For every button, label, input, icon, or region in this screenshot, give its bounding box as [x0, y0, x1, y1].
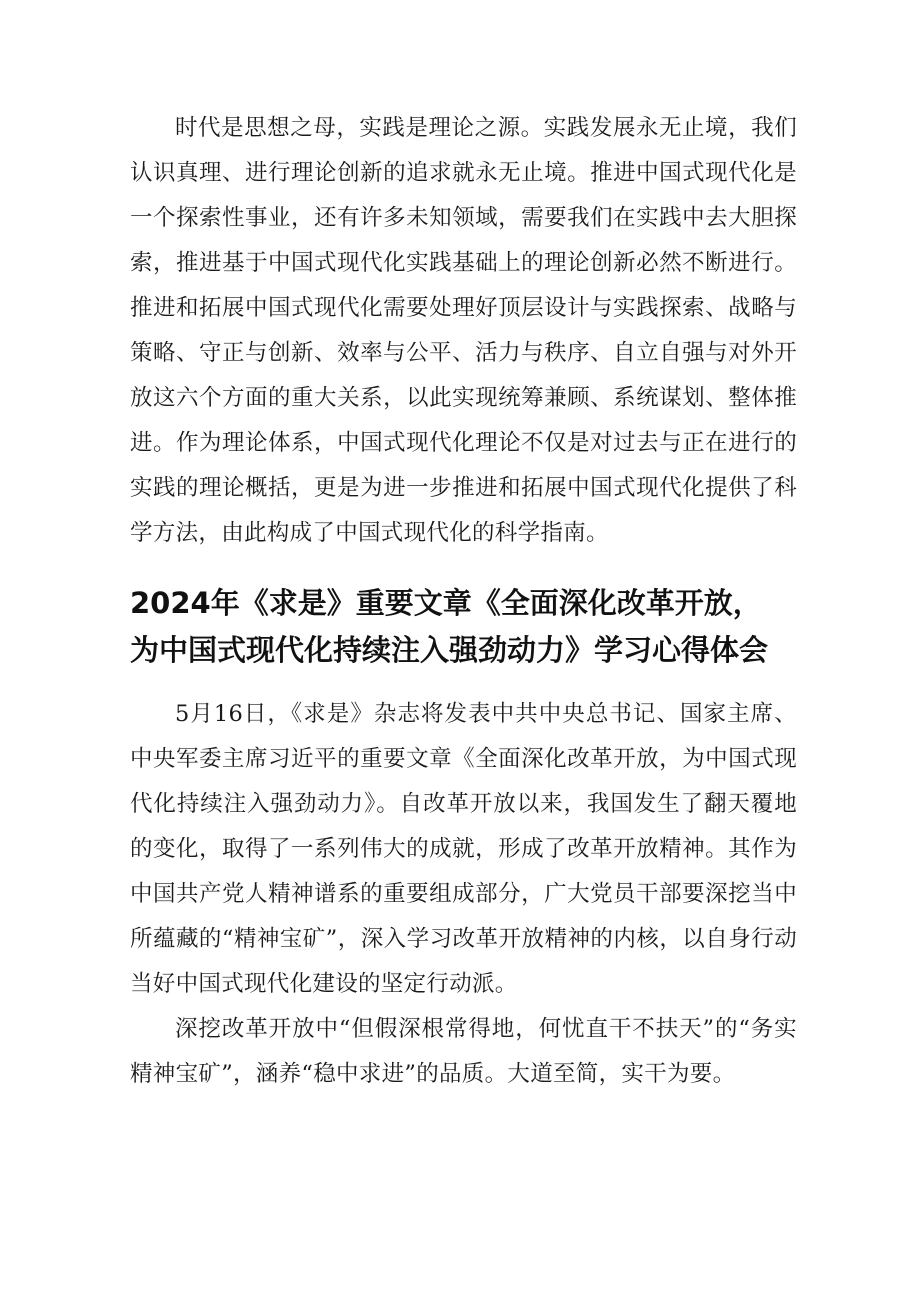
body-paragraph: 深挖改革开放中“但假深根常得地，何忧直干不扶天”的“务实精神宝矿”，涵养“稳中求进”的品质。大道至简，实干为要。 — [130, 1016, 797, 1087]
article-heading — [130, 580, 797, 674]
document-page — [130, 106, 797, 1097]
heading-line-1: 2024年《求是》重要文章《全面深化改革开放， — [130, 586, 762, 620]
body-paragraph: 5月16日，《求是》杂志将发表中共中央总书记、国家主席、中央军委主席习近平的重要文章《全面深化改革开放，为中国式现代化持续注入强劲动力》。自改革开放以来，我国发生了翻天覆地的变化，取得了一系列伟大的成就，形成了改革开放精神。其作为中国共产党人精神谱系的重要组成部分，广大党员干部要深挖当中所蕴藏的“精神宝矿”，深入学习改革开放精神的内核，以自身行动当好中国式现代化建设的坚定行动派。 — [130, 701, 797, 997]
body-paragraph: 时代是思想之母，实践是理论之源。实践发展永无止境，我们认识真理、进行理论创新的追求就永无止境。推进中国式现代化是一个探索性事业，还有许多未知领域，需要我们在实践中去大胆探索，推进基于中国式现代化实践基础上的理论创新必然不断进行。推进和拓展中国式现代化需要处理好顶层设计与实践探索、战略与策略、守正与创新、效率与公平、活力与秩序、自立自强与对外开放这六个方面的重大关系，以此实现统筹兼顾、系统谋划、整体推进。作为理论体系，中国式现代化理论不仅是对过去与正在进行的实践的理论概括，更是为进一步推进和拓展中国式现代化提供了科学方法，由此构成了中国式现代化的科学指南。 — [130, 115, 797, 546]
heading-line-2: 为中国式现代化持续注入强劲动力》学习心得体会 — [130, 633, 769, 667]
